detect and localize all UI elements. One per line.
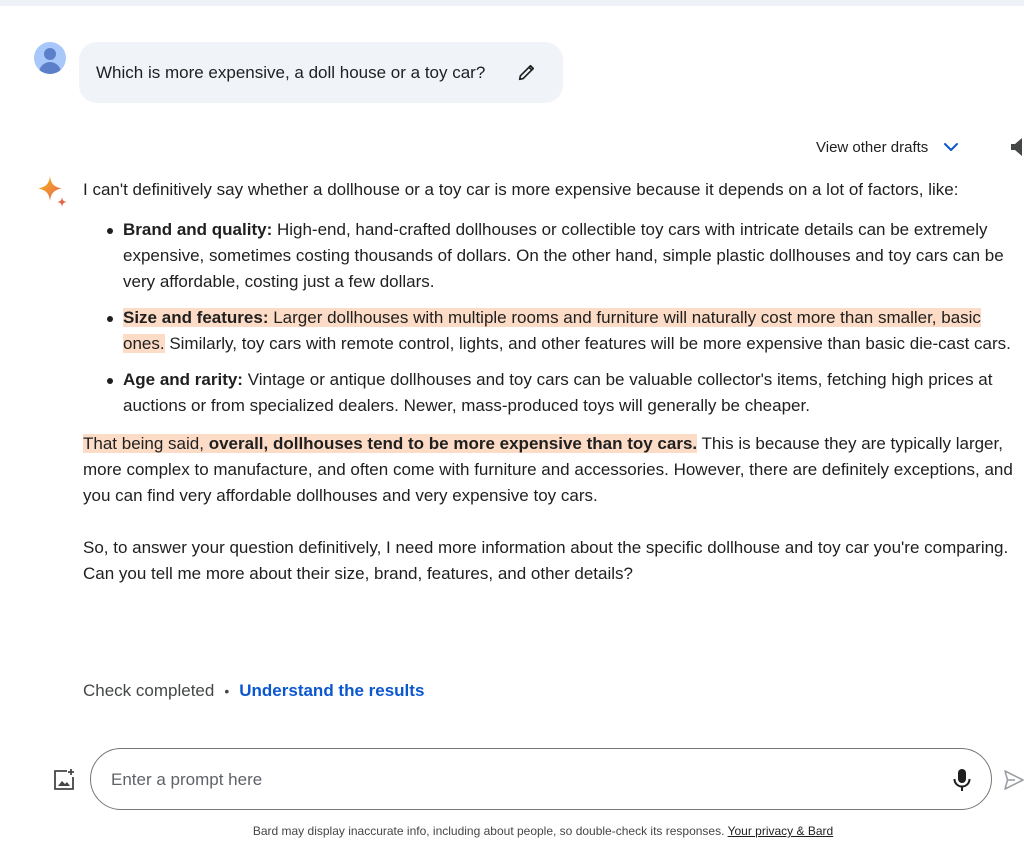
factor-age-rarity [83,367,1018,419]
user-query-bubble [79,42,563,103]
bullet-text: High-end, hand-crafted dollhouses or collectible toy cars with intricate details can be extremely expensive, sometimes costing thousands of dollars. On the other hand, simple plastic dollhouses and toy cars can be very affordable, costing just a few dollars. [123,220,1004,291]
disclaimer-text: Bard may display inaccurate info, including about people, so double-check its responses. [252,824,728,838]
avatar-body [39,62,61,74]
factor-list [83,217,1018,419]
bard-sparkle-icon [36,175,70,209]
top-strip [0,0,1024,6]
speaker-icon[interactable] [1011,137,1024,157]
summary-claim: overall, dollhouses tend to be more expensive than toy cars. [208,434,698,453]
bullet-title: Size and features: [123,308,269,327]
check-status-row [83,681,424,701]
understand-results-link[interactable]: Understand the results [239,681,425,700]
summary-lead: That being said, [83,434,209,453]
pencil-edit-icon[interactable] [516,61,538,83]
factor-brand-quality [83,217,1018,295]
summary-paragraph [83,431,1018,509]
bullet-title: Age and rarity: [123,370,243,389]
check-completed-label: Check completed [83,681,215,700]
bullet-highlight-text: Larger dollhouses with multiple rooms and furniture will naturally cost more than smaller, basic ones. [123,308,981,353]
bullet-title: Brand and quality: [123,220,273,239]
avatar-head [44,48,56,60]
privacy-link[interactable]: Your privacy & Bard [727,824,834,838]
factor-size-features [83,305,1018,357]
user-query-text: Which is more expensive, a doll house or a toy car? [96,63,486,82]
chevron-down-icon [942,138,960,156]
prompt-input[interactable] [111,767,931,793]
summary-rest: This is because they are typically larger, more complex to manufacture, and often come with furniture and accessories. However, there are definitely exceptions, and you can find very affordable dollhouses and very expensive toy cars. [83,434,1013,505]
user-avatar [34,42,66,74]
prompt-box [90,748,992,810]
highlighted-summary [83,434,697,453]
bullet-text: Vintage or antique dollhouses and toy cars can be valuable collector's items, fetching high prices at auctions or from specialized dealers. Newer, mass-produced toys will generally be cheaper. [123,370,993,415]
view-other-drafts-button[interactable] [816,136,960,158]
view-other-drafts-label: View other drafts [816,138,929,156]
closing-paragraph: So, to answer your question definitively, I need more information about the specific dollhouse and toy car you're comparing. Can you tell me more about their size, brand, features, and other details? [83,538,1009,583]
response-intro: I can't definitively say whether a dollhouse or a toy car is more expensive because it depends on a lot of factors, like: [83,180,959,199]
separator-dot: • [224,683,230,699]
disclaimer [0,824,1024,838]
send-icon[interactable] [1004,769,1024,791]
add-image-icon[interactable] [52,768,76,792]
bullet-text: Similarly, toy cars with remote control, lights, and other features will be more expensive than basic die-cast cars. [164,334,1011,353]
bard-response [83,177,1018,587]
microphone-icon[interactable] [952,768,972,792]
